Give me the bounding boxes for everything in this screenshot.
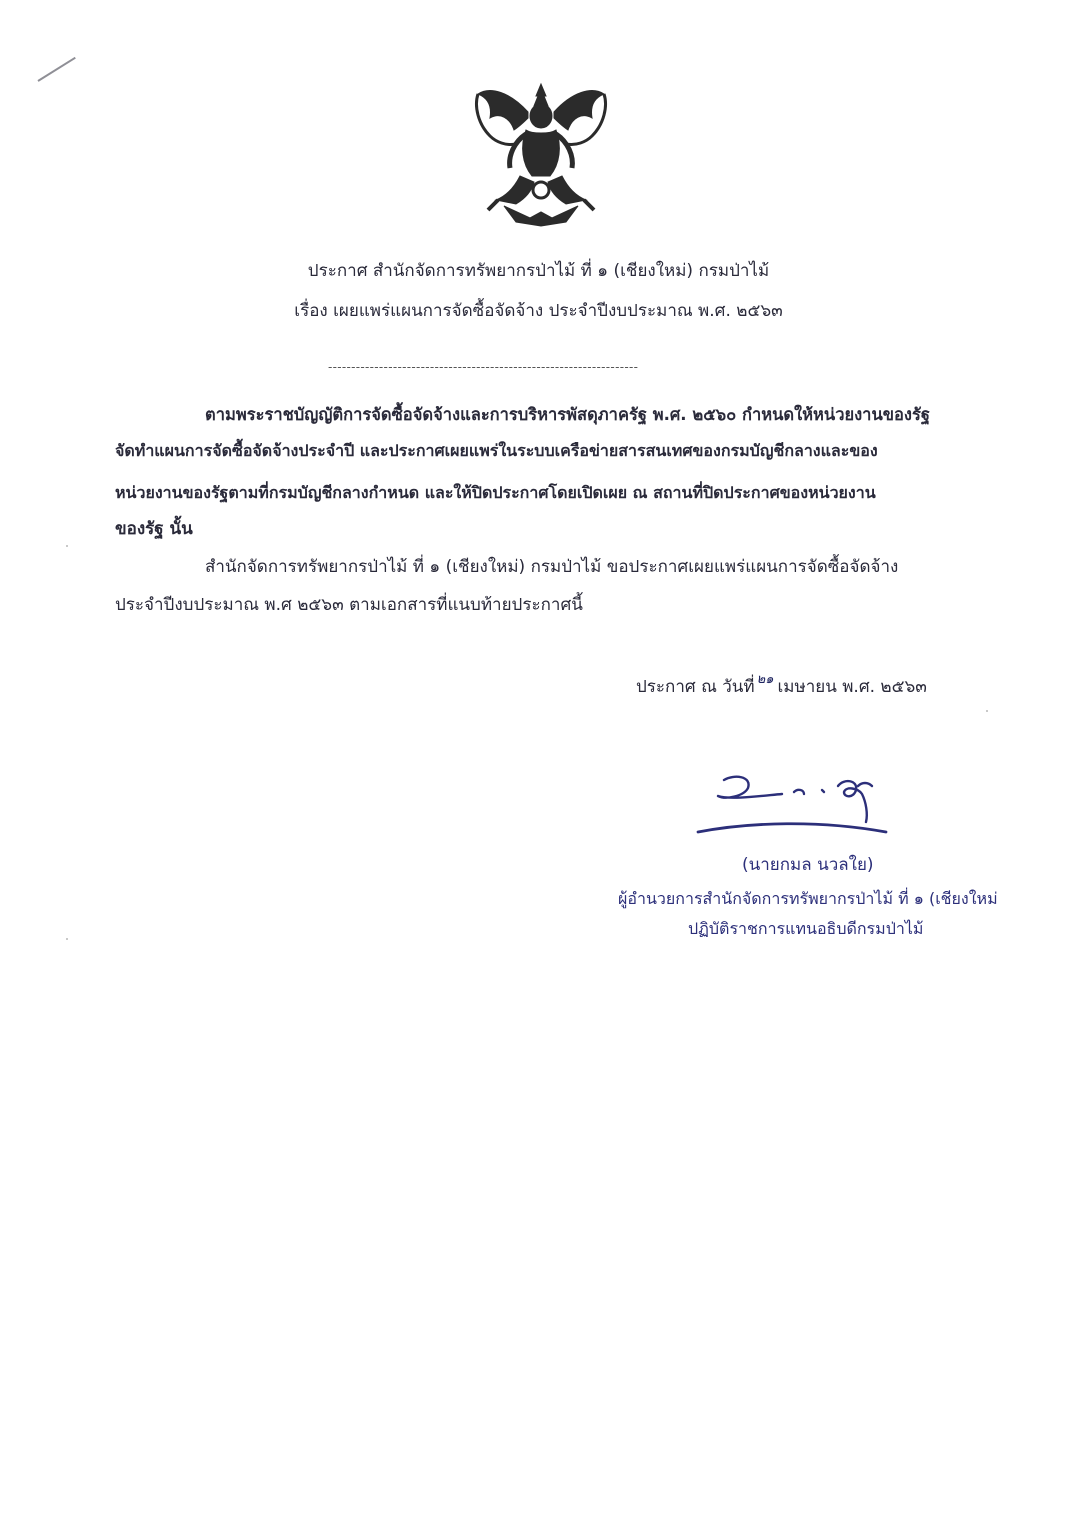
garuda-emblem-icon xyxy=(470,72,612,227)
handwritten-signature-icon xyxy=(690,766,900,842)
date-suffix: เมษายน พ.ศ. ๒๕๖๓ xyxy=(777,677,927,697)
body-paragraph-1-line-4: ของรัฐ นั้น xyxy=(115,519,193,539)
pen-mark xyxy=(37,57,75,82)
scan-speck xyxy=(66,545,68,547)
scan-speck xyxy=(66,938,68,940)
scan-speck xyxy=(986,710,988,712)
date-day: ๒๑ xyxy=(756,672,774,687)
signatory-position: ผู้อำนวยการสำนักจัดการทรัพยากรป่าไม้ ที่ ๑ (เชียงใหม่ xyxy=(618,889,998,908)
announcement-subject: เรื่อง เผยแพร่แผนการจัดซื้อจัดจ้าง ประจำปีงบประมาณ พ.ศ. ๒๕๖๓ xyxy=(294,301,783,321)
announcement-date xyxy=(636,672,927,700)
header-divider: ------------------------------------------------------------------- xyxy=(328,360,639,374)
body-paragraph-2-line-2: ประจำปีงบประมาณ พ.ศ ๒๕๖๓ ตามเอกสารที่แนบท้ายประกาศนี้ xyxy=(115,595,583,615)
signatory-name: (นายกมล นวลใย) xyxy=(742,855,874,875)
body-paragraph-1-line-2: จัดทำแผนการจัดซื้อจัดจ้างประจำปี และประกาศเผยแพร่ในระบบเครือข่ายสารสนเทศของกรมบัญชีกลางและของ xyxy=(115,441,878,460)
body-paragraph-1-line-3: หน่วยงานของรัฐตามที่กรมบัญชีกลางกำหนด และให้ปิดประกาศโดยเปิดเผย ณ สถานที่ปิดประกาศของหน่วยงาน xyxy=(115,483,876,502)
signatory-acting-for: ปฏิบัติราชการแทนอธิบดีกรมป่าไม้ xyxy=(688,919,924,938)
body-paragraph-1-line-1: ตามพระราชบัญญัติการจัดซื้อจัดจ้างและการบริหารพัสดุภาครัฐ พ.ศ. ๒๕๖๐ กำหนดให้หน่วยงานของรัฐ xyxy=(205,405,930,424)
body-paragraph-2-line-1: สำนักจัดการทรัพยากรป่าไม้ ที่ ๑ (เชียงใหม่) กรมป่าไม้ ขอประกาศเผยแพร่แผนการจัดซื้อจัดจ้าง xyxy=(205,557,899,577)
date-prefix: ประกาศ ณ วันที่ xyxy=(636,677,755,697)
announcement-title: ประกาศ สำนักจัดการทรัพยากรป่าไม้ ที่ ๑ (เชียงใหม่) กรมป่าไม้ xyxy=(307,261,770,281)
